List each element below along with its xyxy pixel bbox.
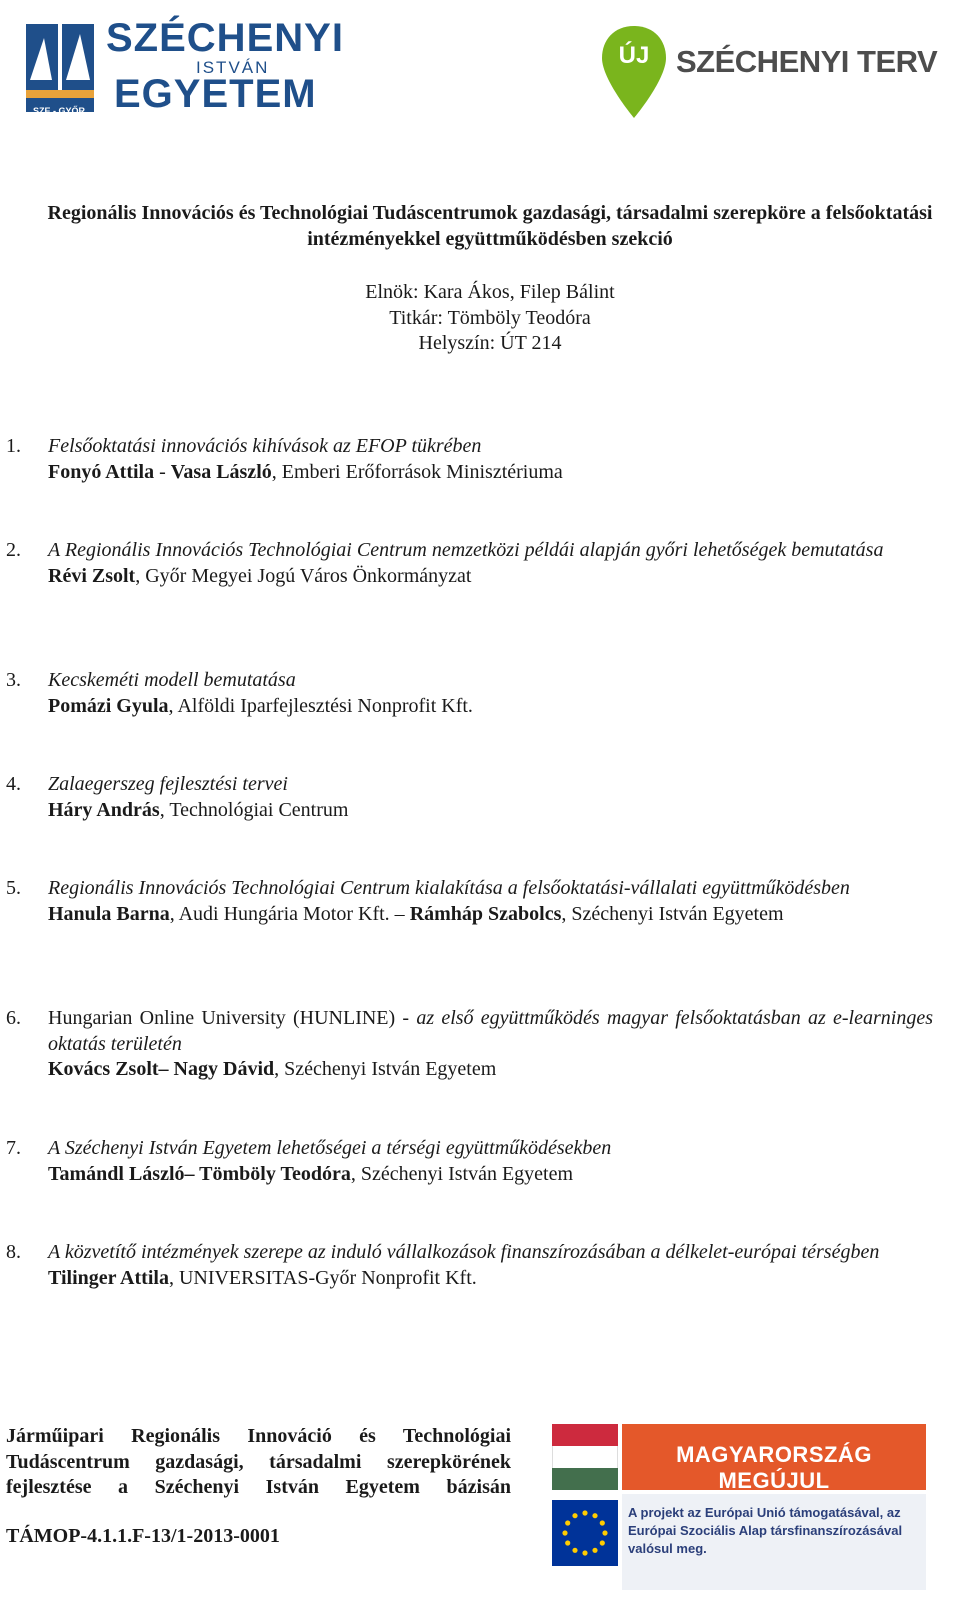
banner-title-box (622, 1424, 926, 1493)
talk-speakers (48, 1057, 933, 1083)
separator: - (154, 460, 171, 483)
item-number: 1. (6, 435, 21, 457)
szechenyi-terv-text: SZÉCHENYI TERV (676, 44, 938, 79)
talk-title: A közvetítő intézmények szerepe az induló vállalkozások finanszírozásában a délkelet-európai térségben (48, 1241, 880, 1263)
speaker-affiliation: , Széchenyi István Egyetem (561, 902, 784, 925)
talk-speakers (48, 1162, 933, 1188)
eu-funding-text: A projekt az Európai Unió támogatásával, az Európai Szociális Alap társfinanszírozásával valósul meg. (628, 1505, 903, 1556)
item-number: 4. (6, 773, 21, 795)
location-pin-icon (600, 24, 668, 120)
item-number: 7. (6, 1137, 21, 1159)
speaker-affiliation: , UNIVERSITAS-Győr Nonprofit Kft. (168, 1266, 477, 1289)
eu-flag-icon (552, 1500, 618, 1566)
speaker-name: Háry András (48, 798, 160, 821)
szechenyi-istvan-egyetem-logo (18, 14, 358, 118)
talk-title: Regionális Innovációs Technológiai Centrum kialakítása a felsőoktatási-vállalati együttműködésben (48, 877, 850, 899)
sze-logo-line1: SZÉCHENYI (106, 16, 344, 60)
sze-logo-line3: EGYETEM (114, 72, 317, 116)
speaker-name: Rámháp Szabolcs (409, 902, 562, 925)
speaker-affiliation: , Technológiai Centrum (159, 798, 349, 821)
talk-title: Zalaegerszeg fejlesztési tervei (48, 773, 288, 795)
project-code: TÁMOP-4.1.1.F-13/1-2013-0001 (6, 1525, 280, 1547)
sze-emblem-icon (22, 20, 98, 112)
speaker-name: Hanula Barna (48, 902, 170, 925)
speaker-name: Kovács Zsolt– Nagy Dávid (48, 1058, 275, 1080)
item-number: 2. (6, 539, 21, 561)
speaker-name: Révi Zsolt (48, 564, 136, 587)
section-meta (40, 280, 940, 357)
speaker-affiliation: , Széchenyi István Egyetem (350, 1162, 574, 1185)
speaker-name: Pomázi Gyula (48, 694, 169, 717)
speaker-name: Tamándl László– Tömböly Teodóra (48, 1162, 351, 1185)
speaker-affiliation: , Győr Megyei Jogú Város Önkormányzat (135, 564, 472, 587)
speaker-name: Fonyó Attila (48, 460, 155, 483)
venue-line: Helyszín: ÚT 214 (418, 332, 562, 354)
secretary-line: Titkár: Tömböly Teodóra (389, 306, 591, 329)
hungarian-flag-icon (552, 1424, 618, 1490)
talk-title: Kecskeméti modell bemutatása (48, 669, 296, 691)
item-number: 6. (6, 1007, 21, 1029)
talk-title-plain: Hungarian Online University (HUNLINE) - (48, 1007, 417, 1029)
item-number: 3. (6, 669, 21, 691)
section-title: Regionális Innovációs és Technológiai Tudáscentrumok gazdasági, társadalmi szerepköre a felsőoktatási intézményekkel együttműködésben szekció (47, 202, 933, 250)
uj-pin-text: ÚJ (618, 42, 650, 69)
item-number: 8. (6, 1241, 21, 1263)
uj-szechenyi-terv-logo (600, 24, 938, 124)
talk-speakers (48, 902, 933, 928)
talk-title (48, 1006, 933, 1057)
sze-logo-line2: ISTVÁN (196, 58, 270, 77)
talk-title: Felsőoktatási innovációs kihívások az EFOP tükrében (48, 435, 482, 457)
talk-title: A Regionális Innovációs Technológiai Centrum nemzetközi példái alapján győri lehetőségek bemutatása (48, 539, 884, 561)
speaker-affiliation: , Audi Hungária Motor Kft. – (169, 902, 410, 925)
speaker-name: Tilinger Attila (48, 1266, 169, 1289)
banner-title: MAGYARORSZÁG MEGÚJUL (676, 1442, 872, 1493)
talk-title: A Széchenyi István Egyetem lehetőségei a térségi együttműködésekben (48, 1137, 612, 1159)
project-title: Járműipari Regionális Innováció és Technológiai Tudáscentrum gazdasági, társadalmi szerepkörének fejlesztése a Széchenyi István Egyetem bázisán (6, 1425, 511, 1498)
sze-gyor-badge: SZE - GYŐR (32, 106, 85, 116)
talk-speakers (48, 694, 933, 720)
eu-funding-box (622, 1494, 926, 1590)
talk-speakers (48, 798, 933, 824)
chair-line: Elnök: Kara Ákos, Filep Bálint (365, 281, 615, 303)
speaker-name: Vasa László (170, 460, 272, 483)
talk-speakers (48, 564, 933, 590)
speaker-affiliation: , Alföldi Iparfejlesztési Nonprofit Kft. (168, 694, 473, 717)
item-number: 5. (6, 877, 21, 899)
talk-title-italic: az első együttműködés magyar felsőoktatásban az e-learninges oktatás területén (48, 1007, 933, 1055)
magyarorszag-megujul-banner (552, 1424, 928, 1594)
speaker-affiliation: , Emberi Erőforrások Minisztériuma (271, 460, 563, 483)
talk-speakers (48, 1266, 933, 1292)
talk-speakers (48, 460, 933, 486)
speaker-affiliation: , Széchenyi István Egyetem (274, 1058, 497, 1080)
